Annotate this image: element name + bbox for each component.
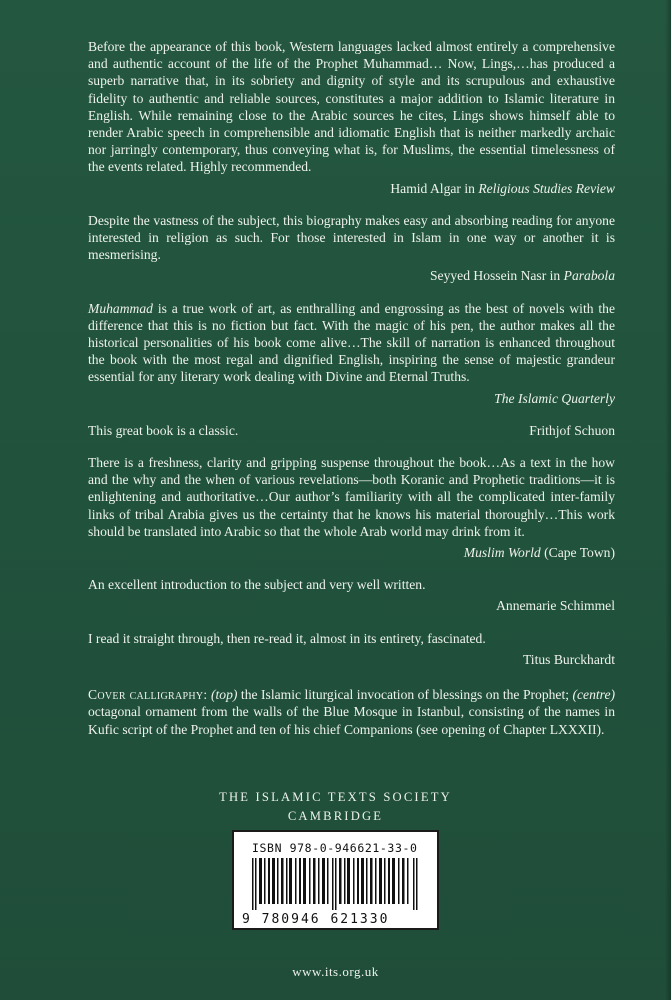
website-url: www.its.org.uk bbox=[292, 964, 379, 979]
review-text: Before the appearance of this book, Western languages lacked almost entirely a comprehensive and authentic account of the life of the Prophet Muhammad… Now, Lings,…has produced a superb narrative that, in its sobriety and dignity of style and its scrupulous and exhaustive fidelity to authentic and reliable sources, constitutes a major addition to Islamic literature in English. While remaining close to the Arabic sources he cites, Lings shows himself able to render Arabic speech in comprehensible and idiomatic English that is neither markedly archaic nor jarringly contemporary, thus conveying what is, for Muslims, the essential timelessness of the events related. Highly recommended. bbox=[88, 39, 615, 175]
review-author: Frithjof Schuon bbox=[529, 422, 615, 438]
review-schimmel bbox=[88, 576, 615, 614]
review-source-suffix: (Cape Town) bbox=[544, 545, 615, 561]
review-source: The Islamic Quarterly bbox=[494, 390, 615, 406]
review-attribution bbox=[88, 651, 615, 668]
review-attribution bbox=[88, 597, 615, 614]
review-source: Religious Studies Review bbox=[478, 180, 615, 196]
review-author: Hamid Algar in bbox=[390, 180, 475, 196]
credits-centre-text: octagonal ornament from the walls of the Blue Mosque in Istanbul, consisting of the names in Kufic script of the Prophet and ten of his chief Companions (see opening of Chapter LXXXII). bbox=[88, 704, 615, 737]
review-attribution bbox=[88, 544, 615, 561]
publisher-city: CAMBRIDGE bbox=[287, 809, 384, 823]
book-title: Muhammad bbox=[88, 300, 153, 316]
publisher-name: THE ISLAMIC TEXTS SOCIETY bbox=[219, 790, 452, 804]
credits-top-text: the Islamic liturgical invocation of blessings on the Prophet; bbox=[237, 687, 573, 703]
review-source: Muslim World bbox=[463, 545, 541, 561]
publisher-block bbox=[0, 788, 671, 826]
reviews-column bbox=[88, 38, 615, 751]
review-islamic-quarterly bbox=[88, 300, 615, 407]
review-text: Muhammad is a true work of art, as enthralling and engrossing as the best of novels with the difference that this is no fiction but fact. With the magic of his pen, the author makes all the historical personalities of his book come alive…The skill of narration is enhanced throughout the book with the most regal and dignified English, inspiring the sense of majestic grandeur essential for any literary work dealing with Divine and Eternal Truths. bbox=[88, 300, 615, 385]
review-algar bbox=[88, 38, 615, 197]
review-muslim-world bbox=[88, 454, 615, 561]
review-text: This great book is a classic. bbox=[88, 422, 239, 438]
review-attribution bbox=[88, 390, 615, 407]
credits-centre-label: (centre) bbox=[572, 687, 616, 703]
review-source: Parabola bbox=[563, 268, 615, 284]
review-nasr bbox=[88, 212, 615, 285]
review-text: Despite the vastness of the subject, this biography makes easy and absorbing reading for anyone interested in religion as such. For those interested in Islam in one way or another it is mesmerising. bbox=[88, 212, 615, 263]
review-burckhardt bbox=[88, 630, 615, 668]
review-schuon bbox=[88, 422, 615, 439]
credits-top-label: (top) bbox=[211, 687, 238, 703]
review-text: An excellent introduction to the subject and very well written. bbox=[88, 577, 426, 593]
review-author: Titus Burckhardt bbox=[522, 651, 615, 667]
isbn-label: ISBN 978-0-946621-33-0 bbox=[252, 841, 418, 855]
review-text: I read it straight through, then re-read it, almost in its entirety, fascinated. bbox=[88, 630, 486, 646]
isbn-barcode bbox=[232, 830, 439, 930]
barcode-bars bbox=[252, 858, 420, 910]
review-attribution bbox=[88, 180, 615, 197]
cover-edge-shadow bbox=[665, 0, 671, 1000]
review-author: Seyyed Hossein Nasr in bbox=[429, 268, 561, 284]
review-author: Annemarie Schimmel bbox=[496, 598, 615, 614]
review-text: There is a freshness, clarity and gripping suspense throughout the book…As a text in the how and the why and the when of various revelations—both Koranic and Prophetic traditions—it is enlightening and authoritative…Our author’s familiarity with all the complicated inter-family links of tribal Arabia gives us the certainty that he knows his material thoroughly…This work should be translated into Arabic so that the whole Arab world may drink from it. bbox=[88, 455, 615, 539]
credits-label: Cover calligraphy: bbox=[88, 687, 208, 703]
cover-credits bbox=[88, 686, 615, 738]
review-attribution bbox=[88, 267, 615, 284]
barcode-number: 9 780946 621330 bbox=[242, 912, 390, 927]
